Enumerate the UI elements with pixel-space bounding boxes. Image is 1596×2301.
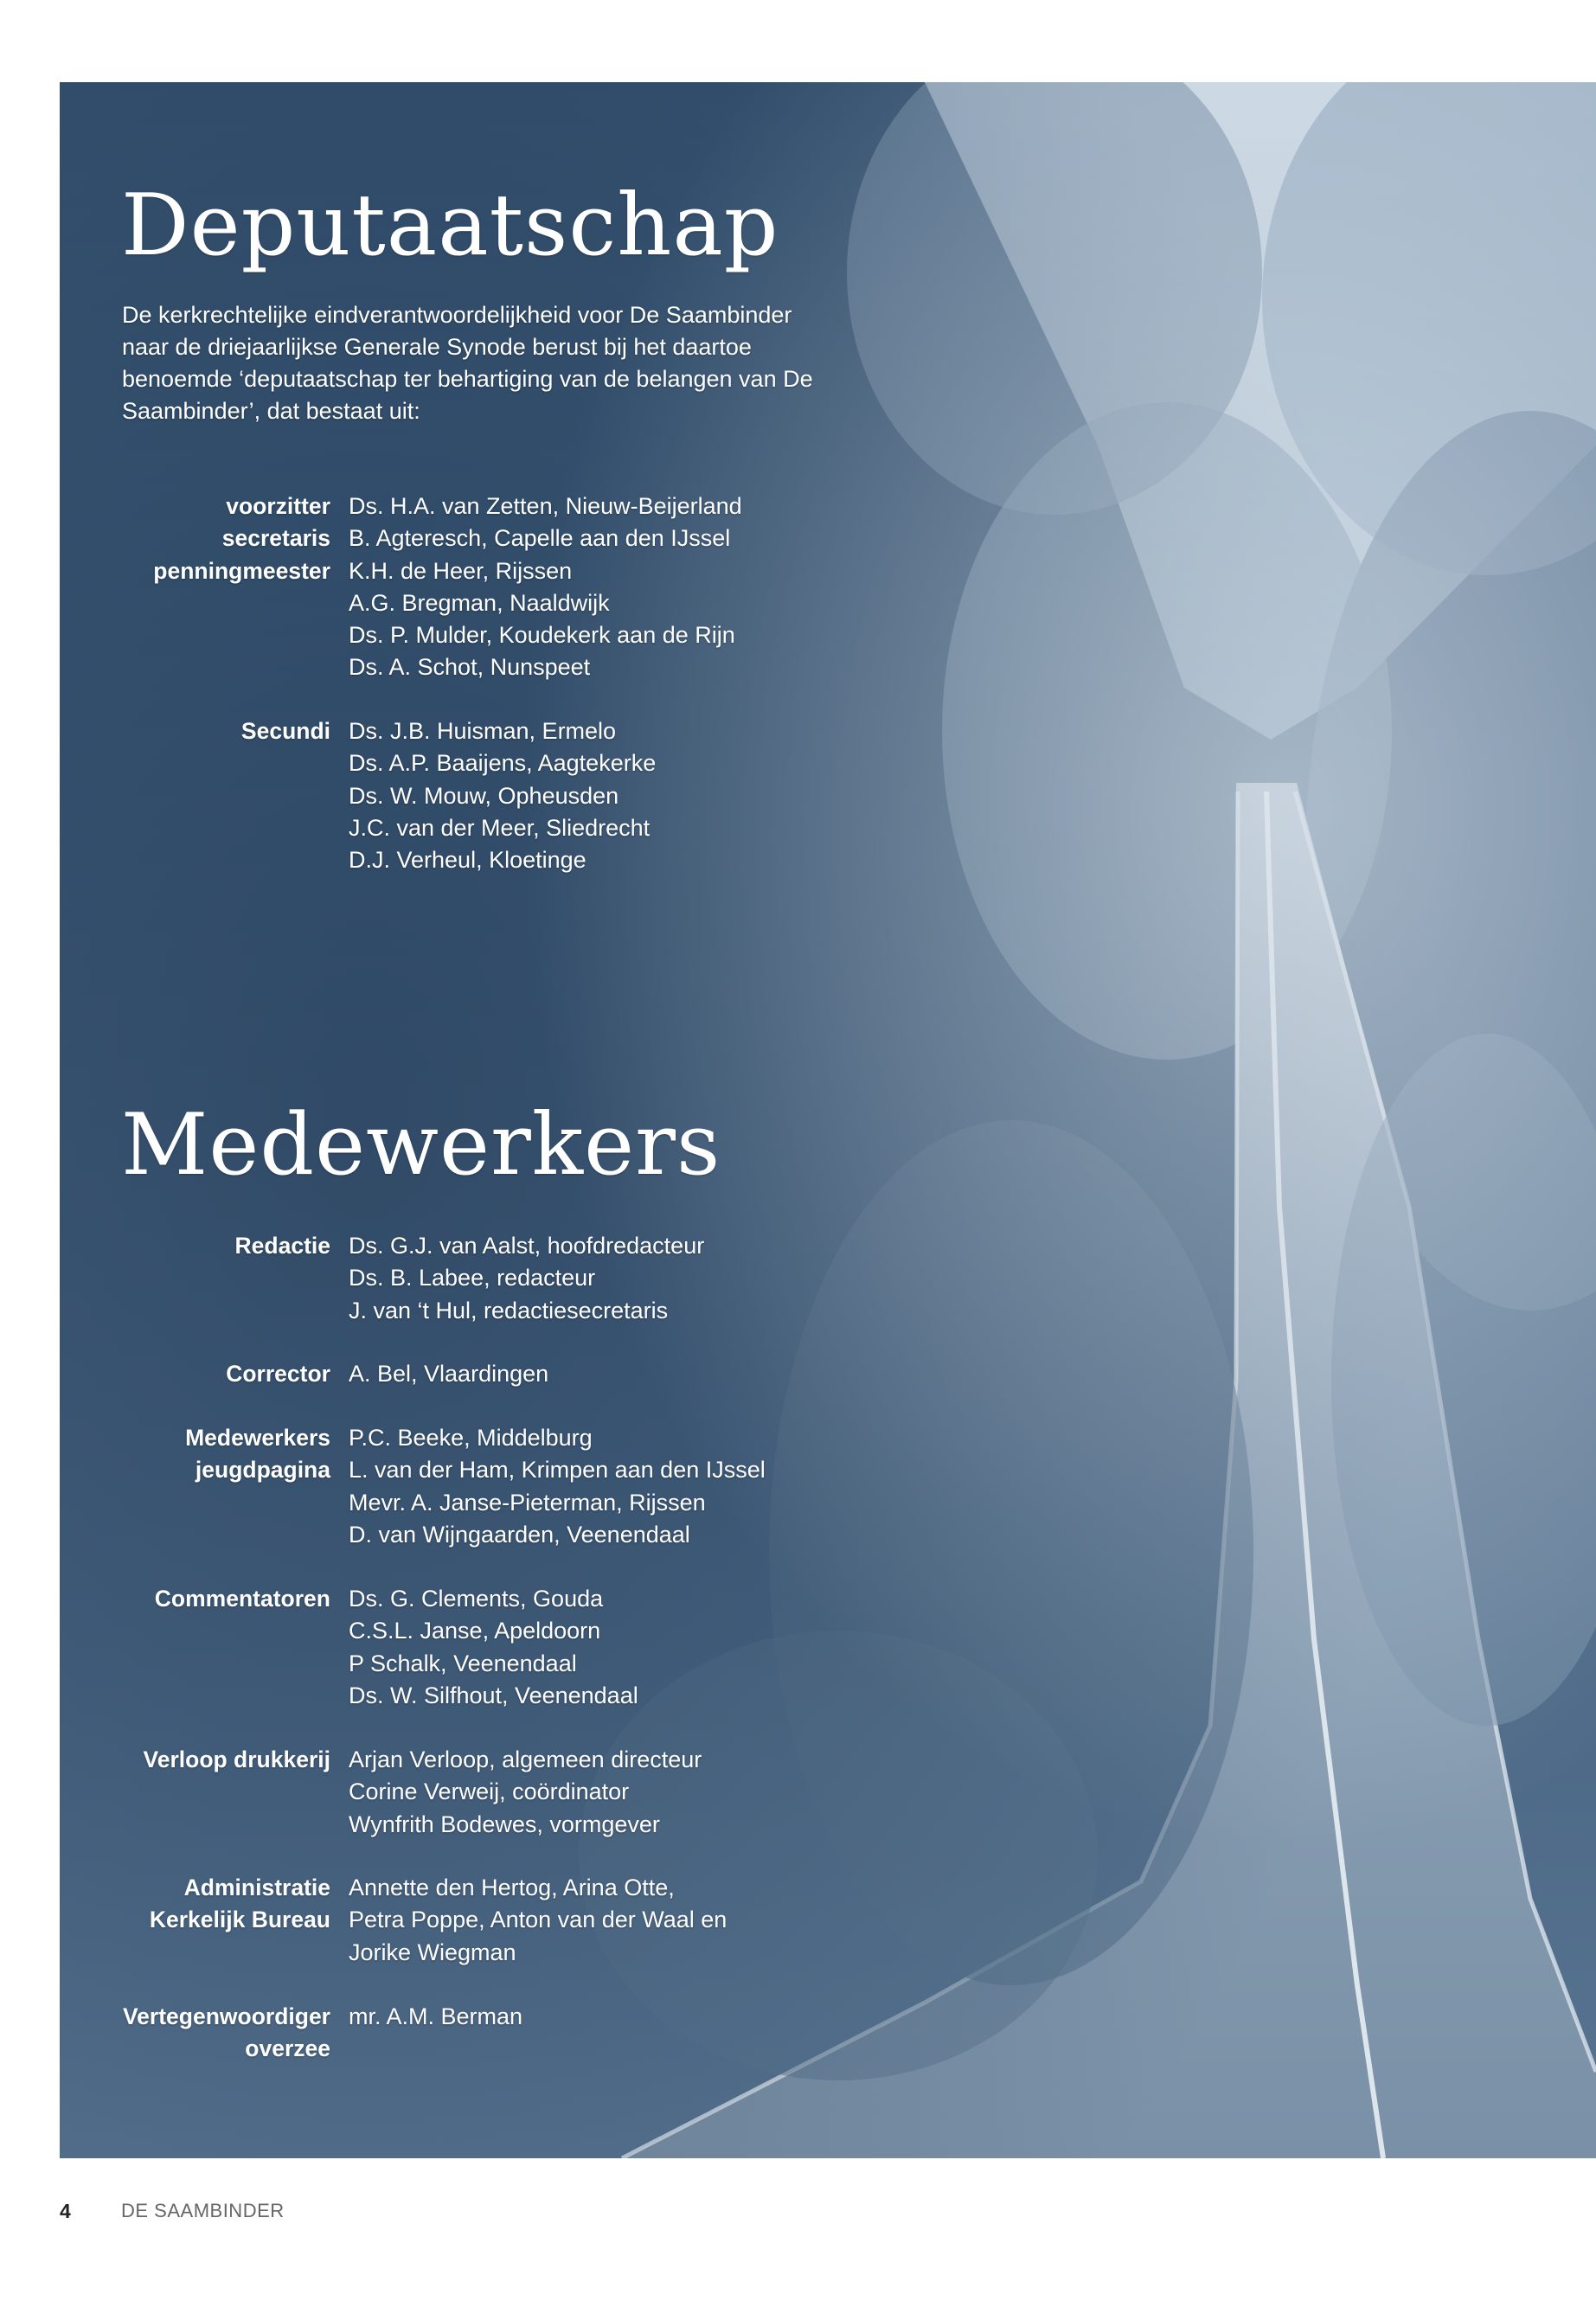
member-name: Ds. J.B. Huisman, Ermelo (349, 718, 617, 744)
section-title-medewerkers: Medewerkers (121, 1096, 721, 1195)
role-label-corrector: Corrector (226, 1361, 330, 1387)
member-name: Ds. W. Mouw, Opheusden (349, 782, 619, 809)
group-members (349, 2001, 522, 2033)
member-name: C.S.L. Janse, Apeldoorn (349, 1618, 601, 1644)
group-labels (54, 490, 330, 587)
group-members (349, 1872, 727, 1969)
member-name: B. Agteresch, Capelle aan den IJssel (349, 525, 731, 552)
member-name: Corine Verweij, coördinator (349, 1779, 630, 1805)
member-name: Ds. B. Labee, redacteur (349, 1265, 596, 1292)
page-number: 4 (60, 2200, 71, 2222)
member-name: J.C. van der Meer, Sliedrecht (349, 814, 651, 841)
role-label-kerkelijk-bureau: Kerkelijk Bureau (149, 1907, 330, 1933)
role-label-commentatoren: Commentatoren (154, 1586, 330, 1612)
member-name: mr. A.M. Berman (349, 2003, 523, 2029)
member-name: Ds. H.A. van Zetten, Nieuw-Beijerland (349, 493, 742, 519)
member-name: D.J. Verheul, Kloetinge (349, 847, 586, 874)
member-name: Ds. G. Clements, Gouda (349, 1586, 604, 1612)
member-name: Arjan Verloop, algemeen directeur (349, 1747, 702, 1772)
section-title-deputaatschap: Deputaatschap (121, 176, 779, 275)
member-name: P Schalk, Veenendaal (349, 1650, 577, 1676)
member-name: Ds. A. Schot, Nunspeet (349, 654, 591, 681)
role-label-overzee: overzee (245, 2035, 330, 2062)
member-name: Ds. G.J. van Aalst, hoofdredacteur (349, 1233, 705, 1259)
role-label-verloop-drukkerij: Verloop drukkerij (143, 1747, 330, 1772)
publication-name: DE SAAMBINDER (121, 2200, 285, 2221)
role-label-administratie: Administratie (183, 1875, 330, 1900)
member-name: Ds. W. Silfhout, Veenendaal (349, 1682, 638, 1708)
group-labels (54, 1744, 330, 1776)
role-label-vertegenwoordiger: Vertegenwoordiger (122, 2003, 330, 2029)
member-name: L. van der Ham, Krimpen aan den IJssel (349, 1457, 766, 1484)
group-members (349, 1358, 548, 1390)
member-name: K.H. de Heer, Rijssen (349, 557, 573, 584)
member-name: J. van ‘t Hul, redactiesecretaris (349, 1297, 669, 1324)
role-label-voorzitter: voorzitter (226, 493, 330, 519)
deputaatschap-intro: De kerkrechtelijke eindverantwoordelijkheid voor De Saambinder naar de driejaarlijkse Generale Synode berust bij het daartoe benoemde ‘deputaatschap ter behartiging van de belangen van De Saambinder’, dat bestaat uit: (122, 302, 813, 424)
group-members (349, 715, 656, 876)
group-labels (54, 1872, 330, 1937)
member-name: Petra Poppe, Anton van der Waal en (349, 1907, 727, 1933)
member-name: Jorike Wiegman (349, 1939, 516, 1965)
member-name: Wynfrith Bodewes, vormgever (349, 1811, 660, 1837)
role-label-redactie: Redactie (234, 1233, 330, 1259)
member-name: P.C. Beeke, Middelburg (349, 1425, 593, 1451)
role-label-penningmeester: penningmeester (153, 557, 330, 584)
group-labels (54, 1422, 330, 1487)
group-labels (54, 1358, 330, 1390)
role-label-secundi: Secundi (240, 718, 330, 744)
member-name: Ds. A.P. Baaijens, Aagtekerke (349, 750, 657, 777)
member-name: A. Bel, Vlaardingen (349, 1361, 549, 1387)
group-labels (54, 2001, 330, 2066)
member-name: Annette den Hertog, Arina Otte, (349, 1875, 675, 1900)
member-name: Mevr. A. Janse-Pieterman, Rijssen (349, 1489, 706, 1516)
group-labels (54, 1230, 330, 1262)
role-label-jeugdpagina: jeugdpagina (195, 1457, 330, 1484)
role-label-medewerkers: Medewerkers (185, 1425, 330, 1451)
member-name: D. van Wijngaarden, Veenendaal (349, 1521, 690, 1548)
role-label-secretaris: secretaris (221, 525, 330, 552)
group-members (349, 1744, 702, 1841)
group-members (349, 1583, 638, 1712)
member-name: A.G. Bregman, Naaldwijk (349, 589, 610, 616)
member-name: Ds. P. Mulder, Koudekerk aan de Rijn (349, 622, 735, 649)
group-members (349, 1422, 766, 1551)
group-members (349, 1230, 704, 1327)
group-labels (54, 1583, 330, 1615)
group-labels (54, 715, 330, 747)
group-members (349, 490, 742, 684)
